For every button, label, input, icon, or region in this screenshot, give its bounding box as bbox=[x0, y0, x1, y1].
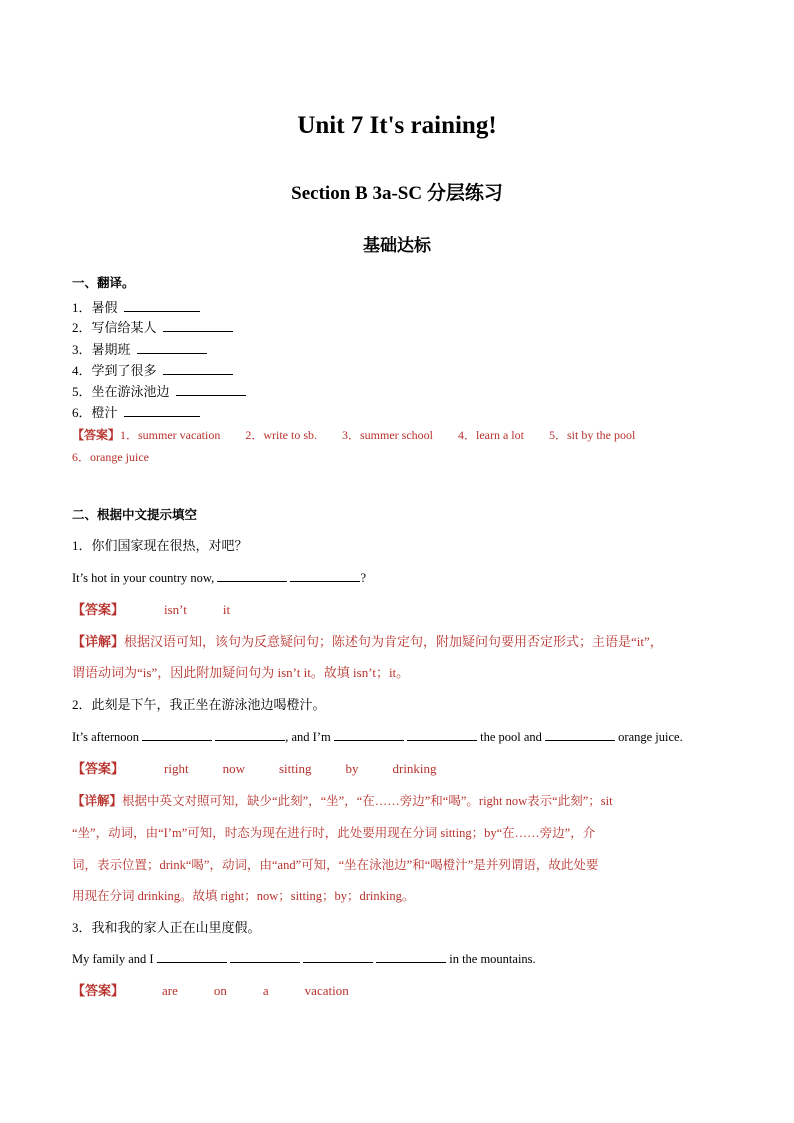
q1-english: It’s hot in your country now, ? bbox=[72, 571, 367, 585]
part1-answer: 【答案】1．summer vacation 2．write to sb. 3．summer school 4．learn a lot 5．sit by the pool bbox=[72, 428, 636, 442]
q3-answer: 【答案】 are on a vacation bbox=[72, 983, 349, 998]
q1-chinese: 1．你们国家现在很热，对吧？ bbox=[72, 538, 248, 553]
part1-answer-cont: 6．orange juice bbox=[72, 450, 149, 464]
q2-chinese: 2．此刻是下午，我正坐在游泳池边喝橙汁。 bbox=[72, 697, 326, 712]
q3-english: My family and I in the mountains. bbox=[72, 952, 536, 966]
q1-answer: 【答案】 isn’t it bbox=[72, 602, 231, 617]
part2-heading: 二、根据中文提示填空 bbox=[72, 508, 198, 522]
part1-item: 2．写信给某人 bbox=[72, 319, 233, 337]
q3-chinese: 3．我和我的家人正在山里度假。 bbox=[72, 920, 261, 935]
q1-detail-1: 【详解】根据汉语可知，该句为反意疑问句；陈述句为肯定句，附加疑问句要用否定形式；主语是“it”， bbox=[72, 634, 663, 649]
part1-item: 4．学到了很多 bbox=[72, 362, 233, 380]
q2-answer: 【答案】 right now sitting by drinking bbox=[72, 761, 437, 776]
part1-heading: 一、翻译。 bbox=[72, 276, 135, 290]
q2-english: It’s afternoon , and I’m the pool and orange juice. bbox=[72, 730, 683, 744]
level-heading: 基础达标 bbox=[363, 236, 431, 255]
q2-detail-4: 用现在分词 drinking。故填 right；now；sitting；by；drinking。 bbox=[72, 889, 415, 903]
part1-item: 1．暑假 bbox=[72, 299, 200, 317]
part1-item: 3．暑期班 bbox=[72, 341, 207, 359]
part1-item: 6．橙汁 bbox=[72, 404, 200, 422]
page-subtitle: Section B 3a-SC 分层练习 bbox=[291, 183, 503, 204]
q2-detail-2: “坐”，动词，由“I’m”可知，时态为现在进行时，此处要用现在分词 sitting；by“在……旁边”，介 bbox=[72, 826, 596, 840]
q2-detail-3: 词，表示位置；drink“喝”，动词，由“and”可知，“坐在泳池边”和“喝橙汁”是并列谓语，故此处要 bbox=[72, 858, 599, 872]
q1-detail-2: 谓语动词为“is”，因此附加疑问句为 isn’t it。故填 isn’t；it。 bbox=[72, 665, 410, 680]
page-title: Unit 7 It's raining! bbox=[297, 112, 497, 139]
q2-detail-1: 【详解】根据中英文对照可知，缺少“此刻”，“坐”，“在……旁边”和“喝”。right now表示“此刻”；sit bbox=[72, 794, 613, 808]
part1-item: 5．坐在游泳池边 bbox=[72, 383, 246, 401]
